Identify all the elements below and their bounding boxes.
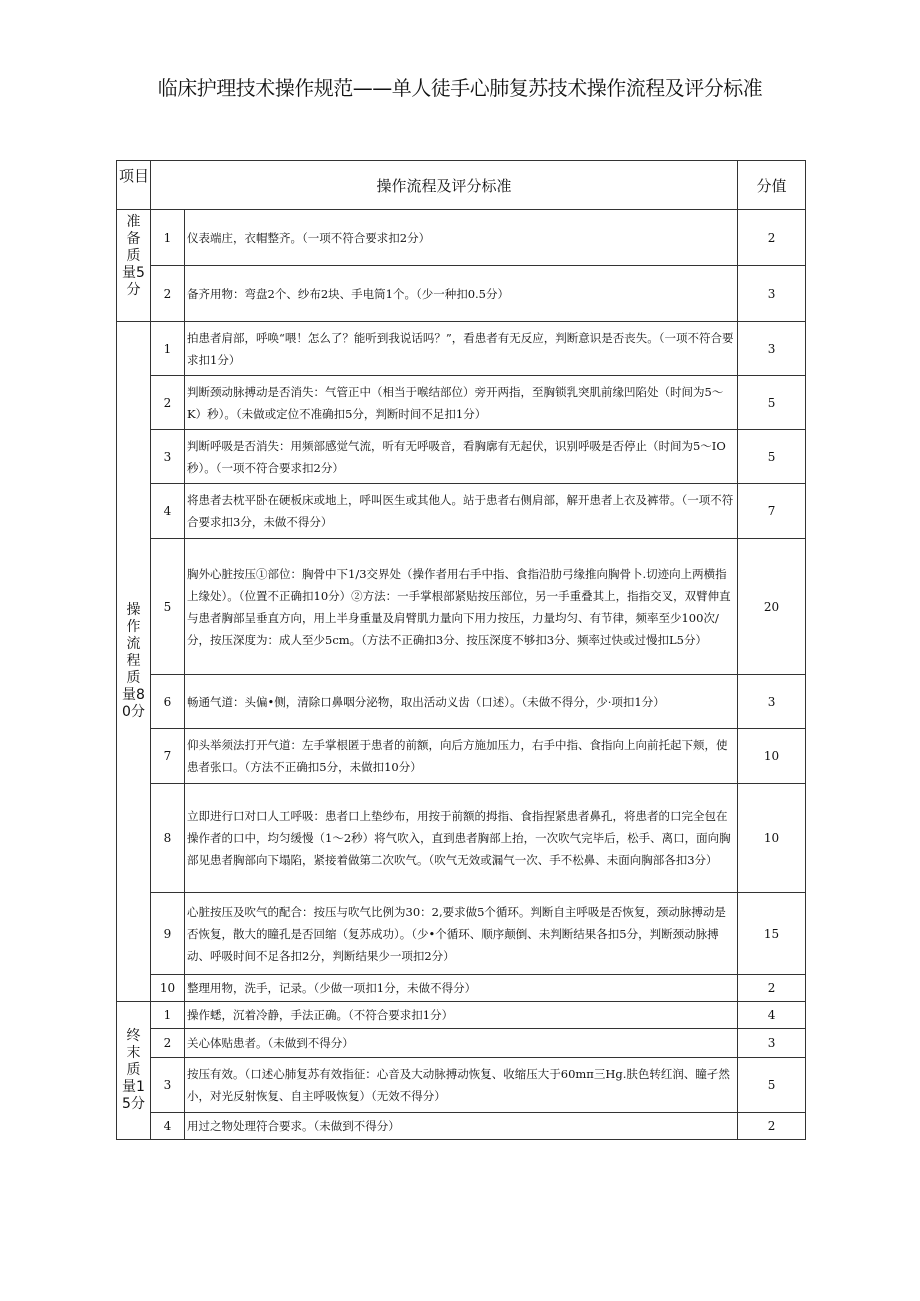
row-number: 2 xyxy=(151,1029,185,1058)
table-row xyxy=(117,1002,806,1029)
row-score: 2 xyxy=(738,975,806,1002)
table-row xyxy=(117,1113,806,1140)
row-content: 将患者去枕平卧在硬板床或地上，呼叫医生或其他人。站于患者右侧肩部，解开患者上衣及裤带。（一项不符合要求扣3分，未做不得分） xyxy=(185,484,738,539)
row-number: 1 xyxy=(151,322,185,376)
table-row xyxy=(117,376,806,430)
row-content: 用过之物处理符合要求。（未做到不得分） xyxy=(185,1113,738,1140)
row-content: 胸外心脏按压①部位：胸骨中下1/3交界处（操作者用右手中指、食指沿肋弓缘推向胸骨卜.切迹向上两横指上缘处）。（位置不正确扣10分）②方法：一手掌根部紧贴按压部位，另一手重叠其上，指指交叉，双臂伸直与患者胸部呈垂直方向，用上半身重量及肩臂肌力量向下用力按压，力量均匀、有节律，频率至少100次/分，按压深度为：成人至少5cm。（方法不正确扣3分、按压深度不够扣3分、频率过快或过慢扣L5分） xyxy=(185,539,738,675)
row-score: 3 xyxy=(738,1029,806,1058)
row-number: 10 xyxy=(151,975,185,1002)
table-row xyxy=(117,484,806,539)
row-score: 3 xyxy=(738,322,806,376)
section-category-final: 终末质量15分 xyxy=(117,1002,151,1140)
page-title: 临床护理技术操作规范——单人徒手心肺复苏技术操作流程及评分标准 xyxy=(157,76,763,100)
row-content: 备齐用物：弯盘2个、纱布2块、手电筒1个。（少一种扣0.5分） xyxy=(185,266,738,322)
row-score: 10 xyxy=(738,729,806,784)
row-number: 3 xyxy=(151,430,185,484)
row-number: 2 xyxy=(151,266,185,322)
row-content: 心脏按压及吹气的配合：按压与吹气比例为30：2,要求做5个循环。判断自主呼吸是否恢复，颈动脉搏动是否恢复，散大的瞳孔是否回缩（复苏成功）。（少•个循环、顺序颠倒、未判断结果各扣5分，判断颈动脉搏动、呼吸时间不足各扣2分，判断结果少一项扣2分） xyxy=(185,893,738,975)
row-content: 按压有效。（口述心肺复苏有效指征：心音及大动脉搏动恢复、收缩压大于60mπ三Hg.肤色转红润、瞳孑然小，对光反射恢复、自主呼吸恢复）（无效不得分） xyxy=(185,1058,738,1113)
row-number: 1 xyxy=(151,1002,185,1029)
row-content: 立即进行口对口人工呼吸：患者口上垫纱布，用按于前额的拇指、食指捏紧患者鼻孔，将患者的口完全包在操作者的口中，均匀缓慢（1～2秒）将气吹入，直到患者胸部上抬，一次吹气完毕后，松手、离口，面向胸部见患者胸部向下塌陷，紧接着做第二次吹气。（吹气无效或漏气一次、手不松鼻、未面向胸部各扣3分） xyxy=(185,784,738,893)
row-number: 9 xyxy=(151,893,185,975)
row-content: 整理用物，洗手，记录。（少做一项扣1分，未做不得分） xyxy=(185,975,738,1002)
table-row xyxy=(117,1058,806,1113)
row-content: 拍患者肩部，呼唤“喂！怎么了？能听到我说话吗？”，看患者有无反应，判断意识是否丧失。（一项不符合要求扣1分） xyxy=(185,322,738,376)
row-score: 2 xyxy=(738,210,806,266)
table-row xyxy=(117,539,806,675)
table-row xyxy=(117,893,806,975)
row-score: 5 xyxy=(738,1058,806,1113)
row-score: 2 xyxy=(738,1113,806,1140)
row-number: 1 xyxy=(151,210,185,266)
row-score: 5 xyxy=(738,430,806,484)
table-row xyxy=(117,729,806,784)
row-number: 4 xyxy=(151,484,185,539)
section-category-prep: 准备质量5分 xyxy=(117,210,151,322)
table-row xyxy=(117,1029,806,1058)
header-score: 分值 xyxy=(738,161,806,210)
table-row xyxy=(117,210,806,266)
row-score: 3 xyxy=(738,266,806,322)
table-row xyxy=(117,266,806,322)
row-score: 3 xyxy=(738,675,806,729)
row-content: 仰头举须法打开气道：左手掌根匿于患者的前额，向后方施加压力，右手中指、食指向上向前托起下颊，使患者张口。（方法不正确扣5分，未做扣10分） xyxy=(185,729,738,784)
row-score: 7 xyxy=(738,484,806,539)
row-score: 5 xyxy=(738,376,806,430)
row-number: 7 xyxy=(151,729,185,784)
row-number: 4 xyxy=(151,1113,185,1140)
table-row xyxy=(117,975,806,1002)
table-header-row xyxy=(117,161,806,210)
table-row xyxy=(117,784,806,893)
table-row xyxy=(117,430,806,484)
header-content: 操作流程及评分标准 xyxy=(151,161,738,210)
table-row xyxy=(117,675,806,729)
row-number: 8 xyxy=(151,784,185,893)
row-score: 20 xyxy=(738,539,806,675)
section-category-process: 操作流程质量80分 xyxy=(117,322,151,1002)
table-row xyxy=(117,322,806,376)
row-content: 关心体贴患者。（未做到不得分） xyxy=(185,1029,738,1058)
row-content: 判断颈动脉搏动是否消失：气管正中（相当于喉结部位）旁开两指，至胸锁乳突肌前缘凹陷处（时间为5～K）秒）。（未做或定位不准确扣5分，判断时间不足扣1分） xyxy=(185,376,738,430)
scoring-table xyxy=(116,160,806,1140)
header-category: 项目 xyxy=(117,161,151,210)
row-number: 2 xyxy=(151,376,185,430)
row-content: 操作蟋，沉着冷静，手法正确。（不符合要求扣1分） xyxy=(185,1002,738,1029)
row-score: 4 xyxy=(738,1002,806,1029)
row-content: 畅通气道：头偏•侧，清除口鼻咽分泌物，取出活动义齿（口述）。（未做不得分，少·项扣1分） xyxy=(185,675,738,729)
row-score: 10 xyxy=(738,784,806,893)
row-number: 6 xyxy=(151,675,185,729)
row-content: 仪表端庄，衣帽整齐。（一项不符合要求扣2分） xyxy=(185,210,738,266)
row-score: 15 xyxy=(738,893,806,975)
row-number: 3 xyxy=(151,1058,185,1113)
row-content: 判断呼吸是否消失：用频部感觉气流，听有无呼吸音，看胸廓有无起伏，识别呼吸是否停止（时间为5～IO秒）。（一项不符合要求扣2分） xyxy=(185,430,738,484)
row-number: 5 xyxy=(151,539,185,675)
